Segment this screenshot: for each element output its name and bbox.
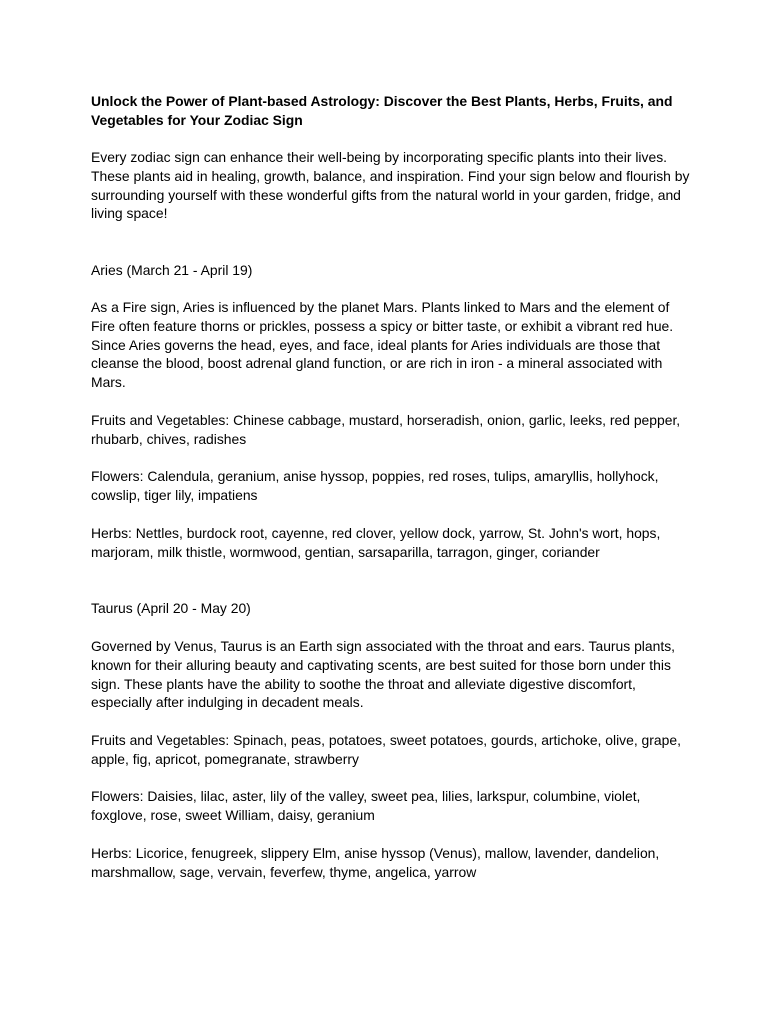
taurus-herbs: Herbs: Licorice, fenugreek, slippery Elm, anise hyssop (Venus), mallow, lavender, dandelion, marshmallow, sage, vervain, feverfew, thyme, angelica, yarrow: [91, 845, 660, 880]
aries-herbs: Herbs: Nettles, burdock root, cayenne, red clover, yellow dock, yarrow, St. John's wort, hops, marjoram, milk thistle, wormwood, gentian, sarsaparilla, tarragon, ginger, coriander: [91, 525, 661, 560]
taurus-description: Governed by Venus, Taurus is an Earth sign associated with the throat and ears. Taurus plants, known for their alluring beauty and captivating scents, are best suited for those born under this sign. These plants have the ability to soothe the throat and alleviate digestive discomfort, especially after indulging in decadent meals.: [91, 638, 676, 711]
aries-description: As a Fire sign, Aries is influenced by the planet Mars. Plants linked to Mars and the element of Fire often feature thorns or prickles, possess a spicy or bitter taste, or exhibit a vibrant red hue. Since Aries governs the head, eyes, and face, ideal plants for Aries individuals are those that cleanse the blood, boost adrenal gland function, or are rich in iron - a mineral associated with Mars.: [91, 299, 674, 391]
intro-paragraph: Every zodiac sign can enhance their well-being by incorporating specific plants into their lives. These plants aid in healing, growth, balance, and inspiration. Find your sign below and flourish by surrounding yourself with these wonderful gifts from the natural world in your garden, fridge, and living space!: [91, 149, 690, 222]
taurus-flowers: Flowers: Daisies, lilac, aster, lily of the valley, sweet pea, lilies, larkspur, columbine, violet, foxglove, rose, sweet William, daisy, geranium: [91, 788, 641, 823]
document-title: Unlock the Power of Plant-based Astrology: Discover the Best Plants, Herbs, Fruits, and Vegetables for Your Zodiac Sign: [91, 93, 673, 128]
aries-flowers: Flowers: Calendula, geranium, anise hyssop, poppies, red roses, tulips, amaryllis, hollyhock, cowslip, tiger lily, impatiens: [91, 468, 659, 503]
aries-heading: Aries (March 21 - April 19): [91, 262, 253, 278]
taurus-heading: Taurus (April 20 - May 20): [91, 600, 251, 616]
taurus-fruits-vegetables: Fruits and Vegetables: Spinach, peas, potatoes, sweet potatoes, gourds, artichoke, olive, grape, apple, fig, apricot, pomegranate, strawberry: [91, 732, 681, 767]
aries-fruits-vegetables: Fruits and Vegetables: Chinese cabbage, mustard, horseradish, onion, garlic, leeks, red pepper, rhubarb, chives, radishes: [91, 412, 681, 447]
